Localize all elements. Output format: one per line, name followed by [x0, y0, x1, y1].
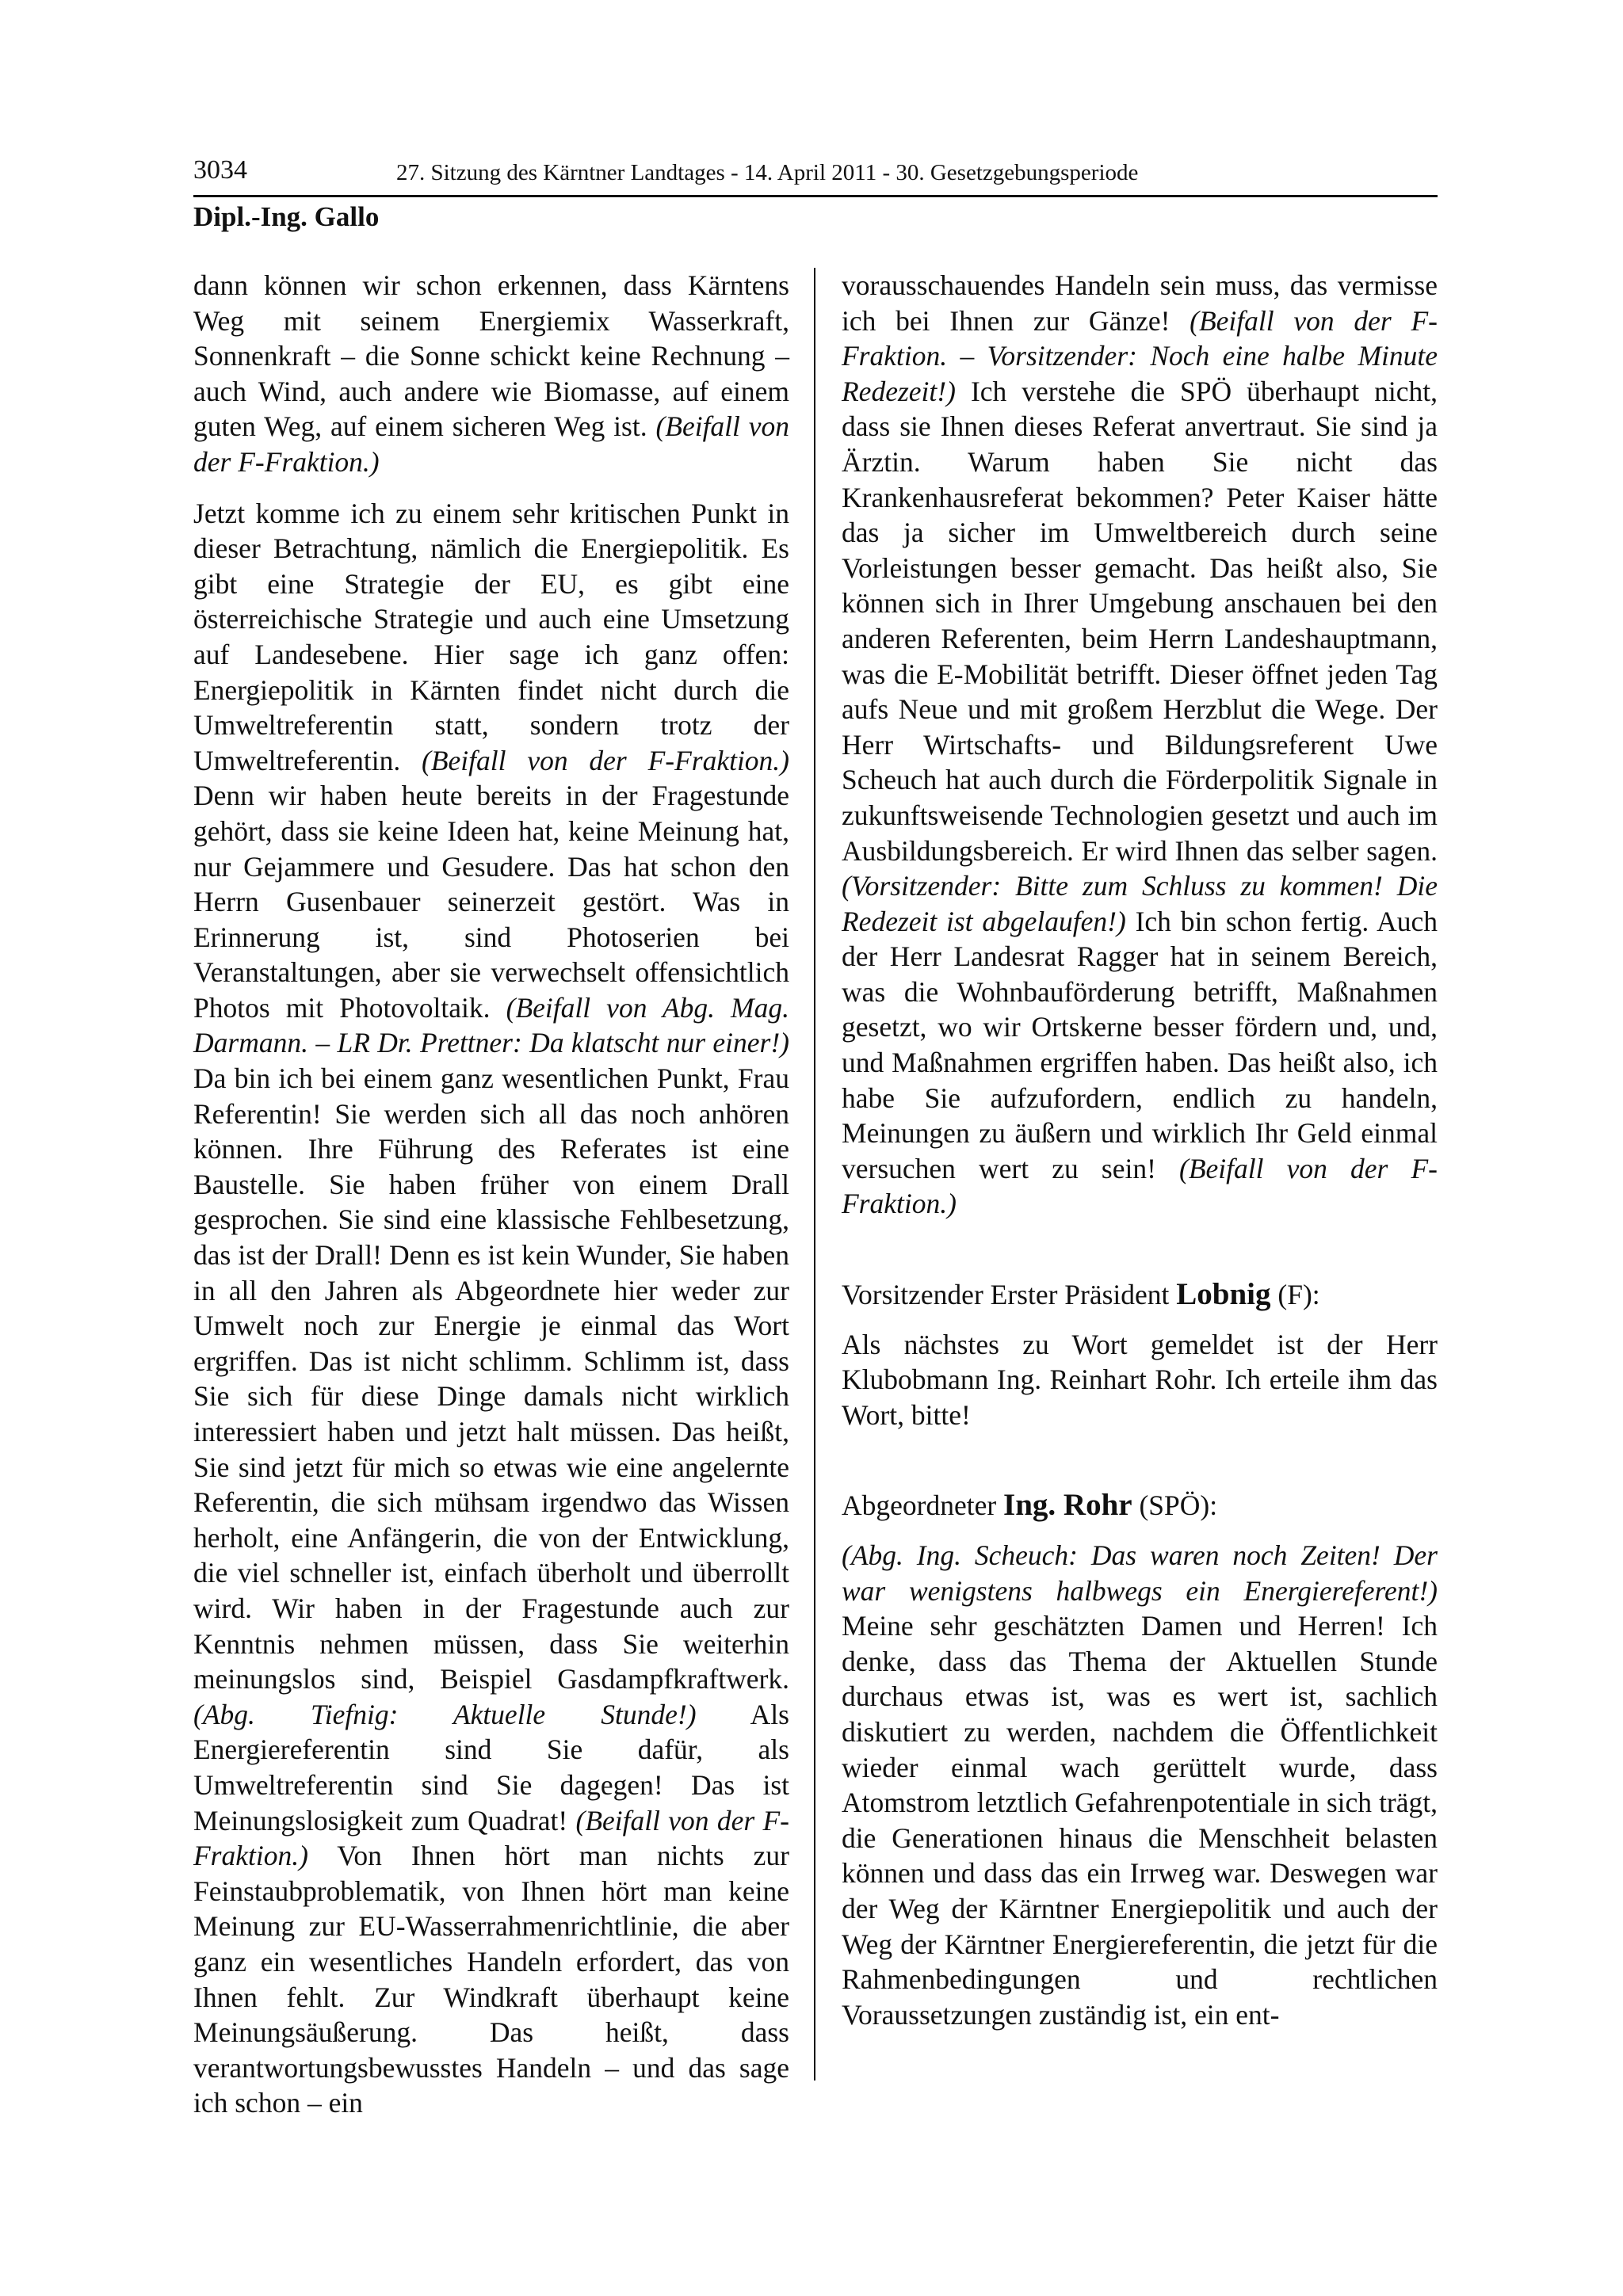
speech-text: Denn wir haben heute bereits in der Fragestunde gehört, dass sie keine Ideen hat, keine Meinung hat, nur Gejammere und Gesudere. Das hat schon den Herrn Gusenbauer seinerzeit gestört. Was in Erinnerung ist, sind Photoserien bei Veranstaltungen, aber sie verwechselt offensichtlich Photos mit Photovoltaik. — [193, 780, 789, 1024]
paragraph — [842, 268, 1438, 1222]
page-number: 3034 — [193, 155, 247, 185]
speaker-party: (F): — [1277, 1279, 1320, 1311]
interjection: (Beifall von der F-Fraktion.) — [842, 1152, 1438, 1220]
speech-text: Meine sehr geschätzten Damen und Herren! Ich denke, dass das Thema der Aktuellen Stunde durchaus etwas ist, was es wert ist, sachlich diskutiert zu werden, nachdem die Öffentlichkeit wieder einmal wach gerüttelt wurde, dass Atomstrom letztlich Gefahrenpotentiale in sich trägt, die Generationen hinaus die Menschheit belasten können und dass das ein Irrweg war. Deswegen war der Weg der Kärntner Energiepolitik und auch der Weg der Kärntner Energiereferentin, die jetzt für die Rahmenbedingungen und rechtlichen Voraussetzungen zuständig ist, ein ent- — [842, 1610, 1438, 2031]
speech-text: dann können wir schon erkennen, dass Kärntens Weg mit seinem Energiemix Wasserkraft, Sonnenkraft – die Sonne schickt keine Rechnung – auch Wind, auch andere wie Biomasse, auf einem guten Weg, auf einem sicheren Weg ist. — [193, 269, 789, 443]
new-speaker-line — [842, 1488, 1438, 1524]
speech-text: Von Ihnen hört man nichts zur Feinstaubproblematik, von Ihnen hört man keine Meinung zur EU-Wasserrahmenrichtlinie, die aber ganz ein wesentliches Handeln erfordert, das von Ihnen fehlt. Zur Windkraft überhaupt keine Meinungsäußerung. Das heißt, dass verantwortungsbewusstes Handeln – und das sage ich schon – ein — [193, 1840, 789, 2119]
speaker-name: Ing. Rohr — [1003, 1488, 1132, 1523]
speaker-role: Vorsitzender Erster Präsident — [842, 1279, 1170, 1311]
speaker-role: Abgeordneter — [842, 1489, 997, 1522]
interjection: (Abg. Tiefnig: Aktuelle Stunde!) — [193, 1698, 697, 1730]
right-column — [842, 268, 1438, 2048]
speech-text: Als Energiereferentin sind Sie dafür, als Umweltreferentin sind Sie dagegen! Das ist Meinungslosigkeit zum Quadrat! — [193, 1698, 789, 1836]
interjection: (Beifall von der F-Fraktion.) — [422, 744, 789, 776]
speech-text: Jetzt komme ich zu einem sehr kritischen Punkt in dieser Betrachtung, nämlich die Energiepolitik. Es gibt eine Strategie der EU, es gibt eine österreichische Strategie und auch eine Umsetzung auf Landesebene. Hier sage ich ganz offen: Energiepolitik in Kärnten findet nicht durch die Umweltreferentin statt, sondern trotz der Umweltreferentin. — [193, 497, 789, 776]
paragraph — [193, 268, 789, 480]
interjection: (Vorsitzender: Bitte zum Schluss zu kommen! Die Redezeit ist abgelaufen!) — [842, 870, 1438, 937]
interjection: (Beifall von der F-Fraktion.) — [193, 410, 789, 478]
chair-speaker-line — [842, 1277, 1438, 1313]
speech-text: vorausschauendes Handeln sein muss, das vermisse ich bei Ihnen zur Gänze! — [842, 269, 1438, 337]
speech-text: Ich bin schon fertig. Auch der Herr Landesrat Ragger hat in seinem Bereich, was die Wohnbauförderung betrifft, Maßnahmen gesetzt, wo wir Ortskerne besser fördern und, und, und Maßnahmen ergriffen haben. Das heißt also, ich habe Sie aufzufordern, endlich zu handeln, Meinungen zu äußern und wirklich Ihr Geld einmal versuchen wert zu sein! — [842, 905, 1438, 1184]
paragraph — [193, 496, 789, 2121]
speech-text: Ich verstehe die SPÖ überhaupt nicht, dass sie Ihnen dieses Referat anvertraut. Sie sind ja Ärztin. Warum haben Sie nicht das Krankenhausreferat bekommen? Peter Kaiser hätte das ja sicher im Umweltbereich durch seine Vorleistungen besser gemacht. Das heißt also, Sie können sich in Ihrer Umgebung anschauen bei den anderen Referenten, beim Herrn Landeshauptmann, was die E-Mobilität betrifft. Dieser öffnet jeden Tag aufs Neue und mit großem Herzblut die Wege. Der Herr Wirtschafts- und Bildungsreferent Uwe Scheuch hat auch durch die Förderpolitik Signale in zukunftsweisende Technologien gesetzt und auch im Ausbildungsbereich. Er wird Ihnen das selber sagen. — [842, 375, 1438, 867]
speech-text: Als nächstes zu Wort gemeldet ist der Herr Klubobmann Ing. Reinhart Rohr. Ich erteile ihm das Wort, bitte! — [842, 1328, 1438, 1431]
column-divider — [814, 268, 815, 2081]
page-header — [193, 155, 1438, 197]
interjection: (Beifall von Abg. Mag. Darmann. – LR Dr. Prettner: Da klatscht nur einer!) — [193, 991, 789, 1059]
speech-text: Da bin ich bei einem ganz wesentlichen Punkt, Frau Referentin! Sie werden sich all das noch anhören können. Ihre Führung des Referates ist eine Baustelle. Sie haben früher von einem Drall gesprochen. Sie sind eine klassische Fehlbesetzung, das ist der Drall! Denn es ist kein Wunder, Sie haben in all den Jahren als Abgeordnete hier weder zur Umwelt noch zur Energie je einmal das Wort ergriffen. Das ist nicht schlimm. Schlimm ist, dass Sie sich für diese Dinge damals nicht wirklich interessiert haben und jetzt halt müssen. Das heißt, Sie sind jetzt für mich so etwas wie eine angelernte Referentin, die sich mühsam irgendwo das Wissen herholt, eine Anfängerin, die von der Entwicklung, die viel schneller ist, einfach überholt und überrollt wird. Wir haben in der Fragestunde auch zur Kenntnis nehmen müssen, dass Sie weiterhin meinungslos sind, Beispiel Gasdampfkraftwerk. — [193, 1062, 789, 1695]
interjection: (Beifall von der F-Fraktion. – Vorsitzender: Noch eine halbe Minute Redezeit!) — [842, 304, 1438, 407]
interjection: (Abg. Ing. Scheuch: Das waren noch Zeiten! Der war wenigstens halbwegs ein Energiereferent!) — [842, 1539, 1438, 1607]
running-speaker-name: Dipl.-Ing. Gallo — [193, 201, 380, 232]
session-title: 27. Sitzung des Kärntner Landtages - 14. April 2011 - 30. Gesetzgebungsperiode — [396, 160, 1139, 185]
interjection: (Beifall von der F-Fraktion.) — [193, 1804, 789, 1872]
paragraph — [842, 1327, 1438, 1433]
left-column — [193, 268, 789, 2137]
speaker-name: Lobnig — [1176, 1277, 1271, 1312]
paragraph — [842, 1538, 1438, 2032]
speaker-party: (SPÖ): — [1139, 1489, 1218, 1522]
